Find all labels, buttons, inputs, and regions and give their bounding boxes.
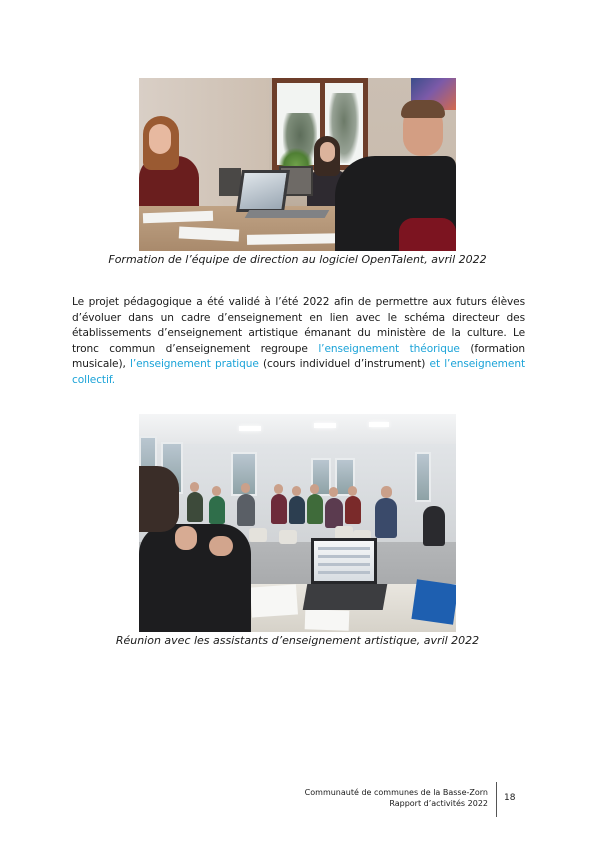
photo-person-face <box>320 142 335 162</box>
body-text-segment: (cours individuel d’instrument) <box>258 358 430 370</box>
photo-person <box>325 498 343 528</box>
photo-ceiling-light <box>314 423 336 428</box>
page-number: 18 <box>504 793 516 803</box>
photo-speaker-head <box>139 466 179 532</box>
photo-speaker-hand <box>175 526 197 550</box>
footer-report-title: Rapport d’activités 2022 <box>389 799 488 808</box>
photo-laptop-base <box>245 210 330 218</box>
photo-person-face <box>212 486 221 496</box>
photo-person-face <box>292 486 301 496</box>
photo-chair <box>249 528 267 542</box>
photo-caption: Réunion avec les assistants d’enseignement artistique, avril 2022 <box>115 634 480 647</box>
photo-laptop-content <box>318 547 370 550</box>
photo-speaker-hand <box>209 536 233 556</box>
photo-caption: Formation de l’équipe de direction au logiciel OpenTalent, avril 2022 <box>108 253 487 266</box>
photo-chair <box>399 218 456 251</box>
photo-person-face <box>149 124 171 154</box>
photo-paper <box>247 233 347 245</box>
footer <box>305 787 488 809</box>
photo-person <box>237 494 255 526</box>
photo-laptop <box>311 538 377 584</box>
photo-person <box>345 496 361 524</box>
footer-divider <box>496 782 497 817</box>
photo-window <box>415 452 431 502</box>
photo-person <box>271 494 287 524</box>
photo-meeting-assistants <box>139 414 456 632</box>
photo-person-face <box>241 483 250 493</box>
photo-paper <box>250 584 298 617</box>
photo-person-face <box>381 486 392 498</box>
photo-laptop-base <box>303 584 388 610</box>
photo-person <box>209 496 225 524</box>
footer-organization: Communauté de communes de la Basse-Zorn <box>304 788 488 797</box>
photo-person-face <box>329 487 338 497</box>
photo-laptop-content <box>318 563 370 566</box>
photo-person-face <box>190 482 199 492</box>
photo-ceiling <box>139 414 456 444</box>
photo-laptop <box>236 170 290 212</box>
photo-chair <box>279 530 297 544</box>
highlight-collective-teaching: et l’enseignement collectif. <box>72 358 525 386</box>
body-paragraph <box>72 295 525 388</box>
photo-person-face <box>274 484 283 494</box>
photo-person-face <box>348 486 357 496</box>
photo-binder <box>411 579 456 624</box>
photo-person <box>307 494 323 524</box>
body-text-segment: (formation musicale), <box>72 342 525 370</box>
body-text-segment: Le projet pédagogique a été validé à l’été 2022 afin de permettre aux futurs élèves d’évoluer dans un cadre d’enseignement en lien avec le schéma directeur des établissements d’enseignement artistique émanant du ministère de la culture. Le tronc commun d’enseignement regroupe <box>72 296 525 355</box>
photo-person <box>423 506 445 546</box>
photo-laptop-content <box>318 555 370 558</box>
photo-person <box>187 492 203 522</box>
highlight-theory-teaching: l’enseignement théorique <box>318 342 460 355</box>
photo-laptop <box>219 168 241 196</box>
highlight-practical-teaching: l’enseignement pratique <box>129 358 259 370</box>
photo-person <box>289 496 305 524</box>
photo-training-opentalent <box>139 78 456 251</box>
photo-ceiling-light <box>239 426 261 431</box>
photo-paper <box>305 609 350 631</box>
photo-person <box>375 498 397 538</box>
photo-ceiling-light <box>369 422 389 427</box>
photo-person-hair <box>401 100 445 118</box>
photo-laptop-content <box>318 571 370 574</box>
photo-person-face <box>310 484 319 494</box>
